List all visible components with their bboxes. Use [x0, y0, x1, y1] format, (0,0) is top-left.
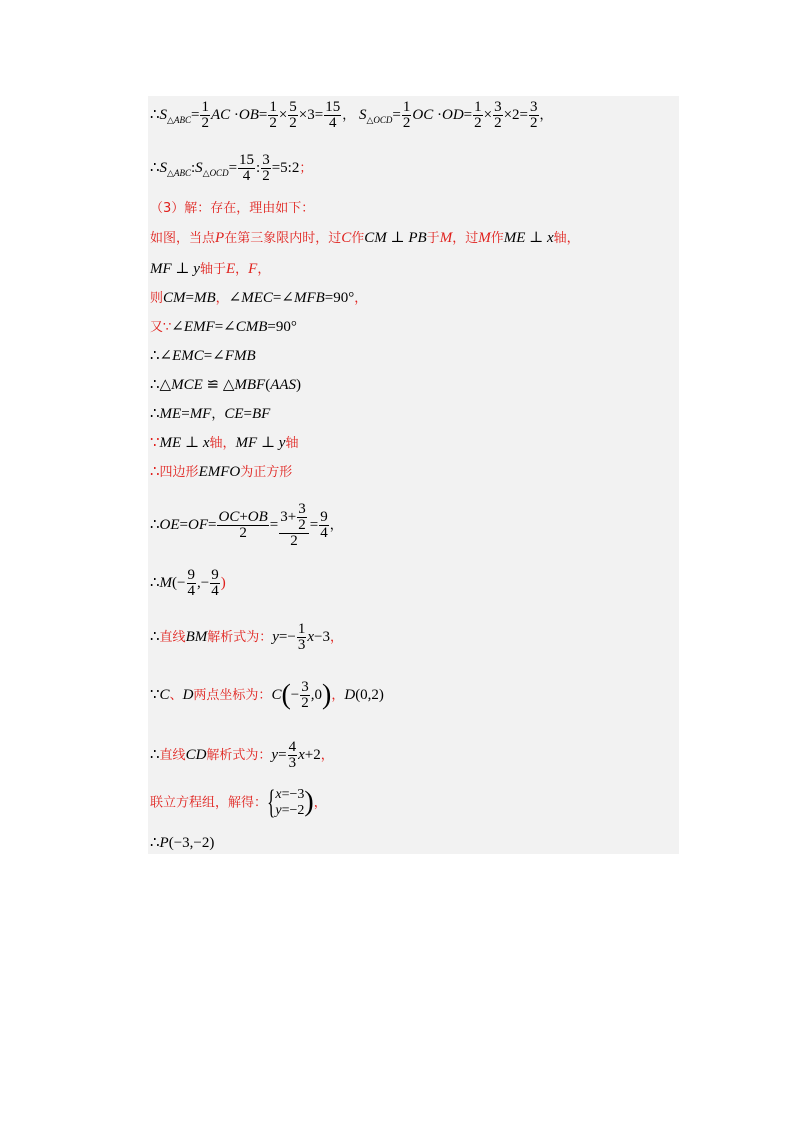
line-mf-perp: MF ⊥ y轴于E，F， — [150, 261, 271, 277]
line-bm-equation: ∴直线BM解析式为：y=− $\frac{1}{3}$ x−3， — [150, 621, 343, 653]
part3-header: （3）解：存在，理由如下： — [150, 201, 315, 216]
line-angle-emf: 又∵∠EMF=∠CMB=90° — [150, 319, 297, 335]
line-point-m: ∴M(− $\frac{9}{4}$ ,− $\frac{9}{4}$ ) — [150, 567, 226, 599]
line-me-eq-mf: ∴ME=MF，CE=BF — [150, 406, 271, 422]
line-construction: 如图，当点P在第三象限内时，过C作CM ⊥ PB于M，过M作ME ⊥ x轴， — [150, 230, 580, 246]
line-congruent: ∴△MCE ≌ △MBF(AAS) — [150, 377, 302, 393]
line-point-p: ∴P(−3,−2) — [150, 835, 215, 851]
area-formula-line: $\therefore S_{\triangle ABC}=$ $\frac{1}{2}$ AC ·OB= $\frac{1}{2}$ × $\frac{5}{2}$ ×3= $\frac{15}{4}$ ， $S_{\triangle OCD}=$ $\frac{1}{2}$ OC ·OD= $\frac{1}{2}$ × $\frac{3}{2}$ ×2= $\frac{3}{2}$ ， — [150, 99, 553, 131]
line-cd-coordinates: ∵C、D两点坐标为：C(− $\frac{3}{2}$ ,0)，D(0,2) — [150, 679, 384, 711]
line-area-ratio: $\therefore S_{\triangle ABC}:S_{\triangle OCD}=$ $\frac{15}{4}$ : $\frac{3}{2}$ =5:2； — [150, 152, 313, 184]
line-system-solution: 联立方程组，解得：{x=−3 y=−2)， — [150, 784, 327, 821]
line-oe-of: ∴OE=OF= $\frac{OC+OB}{2}$ = 3+ $\frac{3}{2}$ 2 = $\frac{9}{4}$ ， — [150, 501, 343, 549]
line-cm-eq-mb: 则CM=MB，∠MEC=∠MFB=90°， — [150, 290, 368, 306]
line-cd-equation: ∴直线CD解析式为：y= $\frac{4}{3}$ x+2， — [150, 739, 334, 771]
line-area-abc-ocd — [150, 100, 553, 131]
line-square: ∴四边形EMFO为正方形 — [150, 464, 293, 480]
line-angle-emc: ∴∠EMC=∠FMB — [150, 348, 256, 364]
line-perp-axes: ∵ME ⊥ x轴，MF ⊥ y轴 — [150, 435, 299, 451]
